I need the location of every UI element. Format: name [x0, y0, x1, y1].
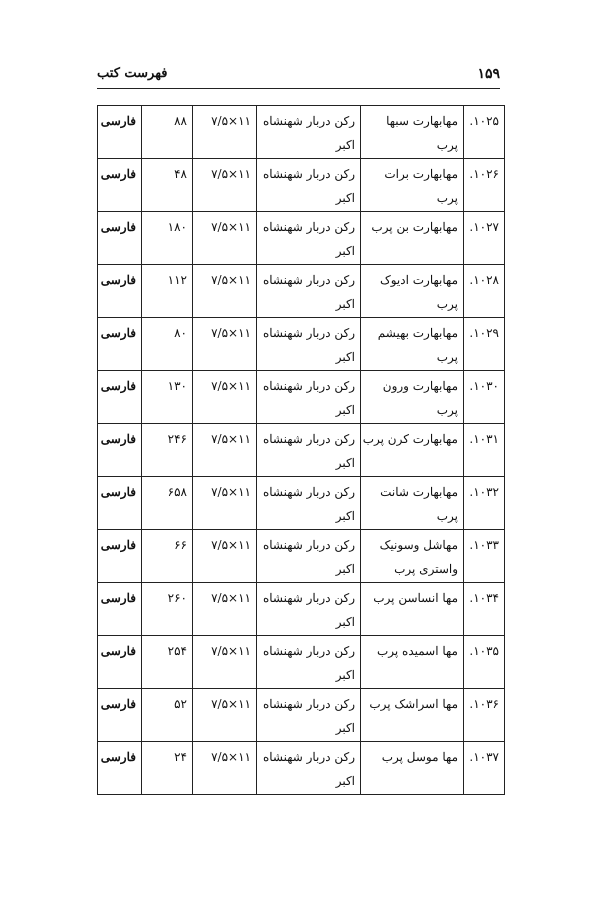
book-title	[361, 371, 464, 424]
book-title	[361, 636, 464, 689]
entry-number: ۱۰۳۴.	[464, 583, 505, 636]
book-size: ۱۱×۷/۵	[193, 265, 257, 318]
publisher-line: اکبر	[335, 562, 355, 576]
table-row	[98, 636, 505, 689]
publisher-line: رکن دربار شهنشاه	[262, 750, 355, 764]
book-title-line: مهابهارت کرن پرب	[362, 432, 458, 446]
book-title	[361, 530, 464, 583]
publisher	[257, 212, 361, 265]
page-count: ۱۱۲	[142, 265, 193, 318]
table-row	[98, 106, 505, 159]
book-title-line: پرب	[436, 509, 458, 523]
table-row	[98, 689, 505, 742]
language: فارسی	[98, 583, 142, 636]
table-row	[98, 265, 505, 318]
book-title-line: مها اسمیده پرب	[376, 644, 458, 658]
page-number: ۱۵۹	[477, 66, 500, 82]
page-count: ۱۸۰	[142, 212, 193, 265]
publisher	[257, 424, 361, 477]
book-title-line: مها انساسن پرب	[373, 591, 458, 605]
book-size: ۱۱×۷/۵	[193, 159, 257, 212]
publisher-line: رکن دربار شهنشاه	[262, 432, 355, 446]
book-title	[361, 212, 464, 265]
table-row	[98, 371, 505, 424]
language: فارسی	[98, 636, 142, 689]
page-count: ۲۵۴	[142, 636, 193, 689]
table-row	[98, 424, 505, 477]
publisher	[257, 636, 361, 689]
language: فارسی	[98, 477, 142, 530]
table-row	[98, 583, 505, 636]
page-count: ۶۵۸	[142, 477, 193, 530]
book-title-line: مهابهارت ورون	[382, 379, 458, 393]
language: فارسی	[98, 265, 142, 318]
book-title-line: واستری پرب	[394, 562, 458, 576]
entry-number: ۱۰۳۶.	[464, 689, 505, 742]
book-title-line: پرب	[436, 297, 458, 311]
publisher-line: رکن دربار شهنشاه	[262, 644, 355, 658]
publisher-line: اکبر	[335, 509, 355, 523]
page-count: ۴۸	[142, 159, 193, 212]
publisher-line: رکن دربار شهنشاه	[262, 273, 355, 287]
book-title-line: مها اسراشک پرب	[369, 697, 458, 711]
publisher-line: اکبر	[335, 138, 355, 152]
entry-number: ۱۰۲۹.	[464, 318, 505, 371]
entry-number: ۱۰۲۶.	[464, 159, 505, 212]
book-title-line: مهابهارت بهیشم	[377, 326, 458, 340]
book-size: ۱۱×۷/۵	[193, 477, 257, 530]
publisher-line: اکبر	[335, 350, 355, 364]
table-row	[98, 212, 505, 265]
book-title-line: مهابهارت شانت	[380, 485, 458, 499]
page-count: ۱۳۰	[142, 371, 193, 424]
publisher-line: رکن دربار شهنشاه	[262, 167, 355, 181]
page-count: ۶۶	[142, 530, 193, 583]
page-count: ۸۸	[142, 106, 193, 159]
language: فارسی	[98, 530, 142, 583]
book-title-line: مهابهارت ادیوک	[379, 273, 458, 287]
publisher-line: رکن دربار شهنشاه	[262, 697, 355, 711]
book-size: ۱۱×۷/۵	[193, 424, 257, 477]
publisher-line: اکبر	[335, 191, 355, 205]
publisher	[257, 742, 361, 795]
page-count: ۸۰	[142, 318, 193, 371]
book-title-line: مهاشل وسونیک	[379, 538, 458, 552]
book-title-line: پرب	[436, 191, 458, 205]
book-title	[361, 318, 464, 371]
page-header	[97, 64, 500, 89]
publisher	[257, 106, 361, 159]
publisher-line: اکبر	[335, 721, 355, 735]
book-size: ۱۱×۷/۵	[193, 212, 257, 265]
language: فارسی	[98, 371, 142, 424]
publisher	[257, 265, 361, 318]
book-title	[361, 424, 464, 477]
publisher	[257, 477, 361, 530]
running-title: فهرست کتب	[97, 66, 168, 81]
publisher	[257, 159, 361, 212]
publisher-line: رکن دربار شهنشاه	[262, 114, 355, 128]
page-count: ۵۲	[142, 689, 193, 742]
language: فارسی	[98, 742, 142, 795]
book-title	[361, 159, 464, 212]
table-row	[98, 742, 505, 795]
language: فارسی	[98, 689, 142, 742]
book-title-line: پرب	[436, 350, 458, 364]
book-title	[361, 477, 464, 530]
book-title-line: مهابهارت سبها	[386, 114, 458, 128]
table-row	[98, 318, 505, 371]
book-size: ۱۱×۷/۵	[193, 742, 257, 795]
book-size: ۱۱×۷/۵	[193, 689, 257, 742]
publisher-line: رکن دربار شهنشاه	[262, 220, 355, 234]
entry-number: ۱۰۲۸.	[464, 265, 505, 318]
entry-number: ۱۰۲۵.	[464, 106, 505, 159]
book-catalog-table	[97, 105, 505, 795]
language: فارسی	[98, 159, 142, 212]
table-row	[98, 477, 505, 530]
book-size: ۱۱×۷/۵	[193, 371, 257, 424]
publisher-line: رکن دربار شهنشاه	[262, 591, 355, 605]
publisher	[257, 583, 361, 636]
publisher	[257, 318, 361, 371]
book-title-line: پرب	[436, 403, 458, 417]
publisher	[257, 689, 361, 742]
book-title	[361, 689, 464, 742]
book-size: ۱۱×۷/۵	[193, 106, 257, 159]
publisher-line: رکن دربار شهنشاه	[262, 379, 355, 393]
book-title-line: مهابهارت بن پرب	[371, 220, 458, 234]
book-size: ۱۱×۷/۵	[193, 318, 257, 371]
book-size: ۱۱×۷/۵	[193, 583, 257, 636]
entry-number: ۱۰۳۷.	[464, 742, 505, 795]
publisher-line: رکن دربار شهنشاه	[262, 538, 355, 552]
page-count: ۲۶۰	[142, 583, 193, 636]
entry-number: ۱۰۳۱.	[464, 424, 505, 477]
book-title	[361, 742, 464, 795]
publisher-line: اکبر	[335, 456, 355, 470]
book-size: ۱۱×۷/۵	[193, 636, 257, 689]
entry-number: ۱۰۳۵.	[464, 636, 505, 689]
book-title	[361, 106, 464, 159]
publisher-line: رکن دربار شهنشاه	[262, 326, 355, 340]
language: فارسی	[98, 212, 142, 265]
table-row	[98, 530, 505, 583]
publisher	[257, 530, 361, 583]
publisher-line: اکبر	[335, 668, 355, 682]
entry-number: ۱۰۲۷.	[464, 212, 505, 265]
language: فارسی	[98, 106, 142, 159]
publisher-line: رکن دربار شهنشاه	[262, 485, 355, 499]
entry-number: ۱۰۳۳.	[464, 530, 505, 583]
publisher-line: اکبر	[335, 774, 355, 788]
page-count: ۲۴۶	[142, 424, 193, 477]
book-title	[361, 583, 464, 636]
publisher-line: اکبر	[335, 244, 355, 258]
publisher-line: اکبر	[335, 297, 355, 311]
page-count: ۲۴	[142, 742, 193, 795]
table-row	[98, 159, 505, 212]
entry-number: ۱۰۳۰.	[464, 371, 505, 424]
book-title-line: مهابهارت برات	[384, 167, 458, 181]
book-size: ۱۱×۷/۵	[193, 530, 257, 583]
book-title-line: مها موسل پرب	[381, 750, 458, 764]
entry-number: ۱۰۳۲.	[464, 477, 505, 530]
language: فارسی	[98, 318, 142, 371]
publisher-line: اکبر	[335, 403, 355, 417]
book-title	[361, 265, 464, 318]
language: فارسی	[98, 424, 142, 477]
publisher	[257, 371, 361, 424]
publisher-line: اکبر	[335, 615, 355, 629]
book-title-line: پرب	[436, 138, 458, 152]
